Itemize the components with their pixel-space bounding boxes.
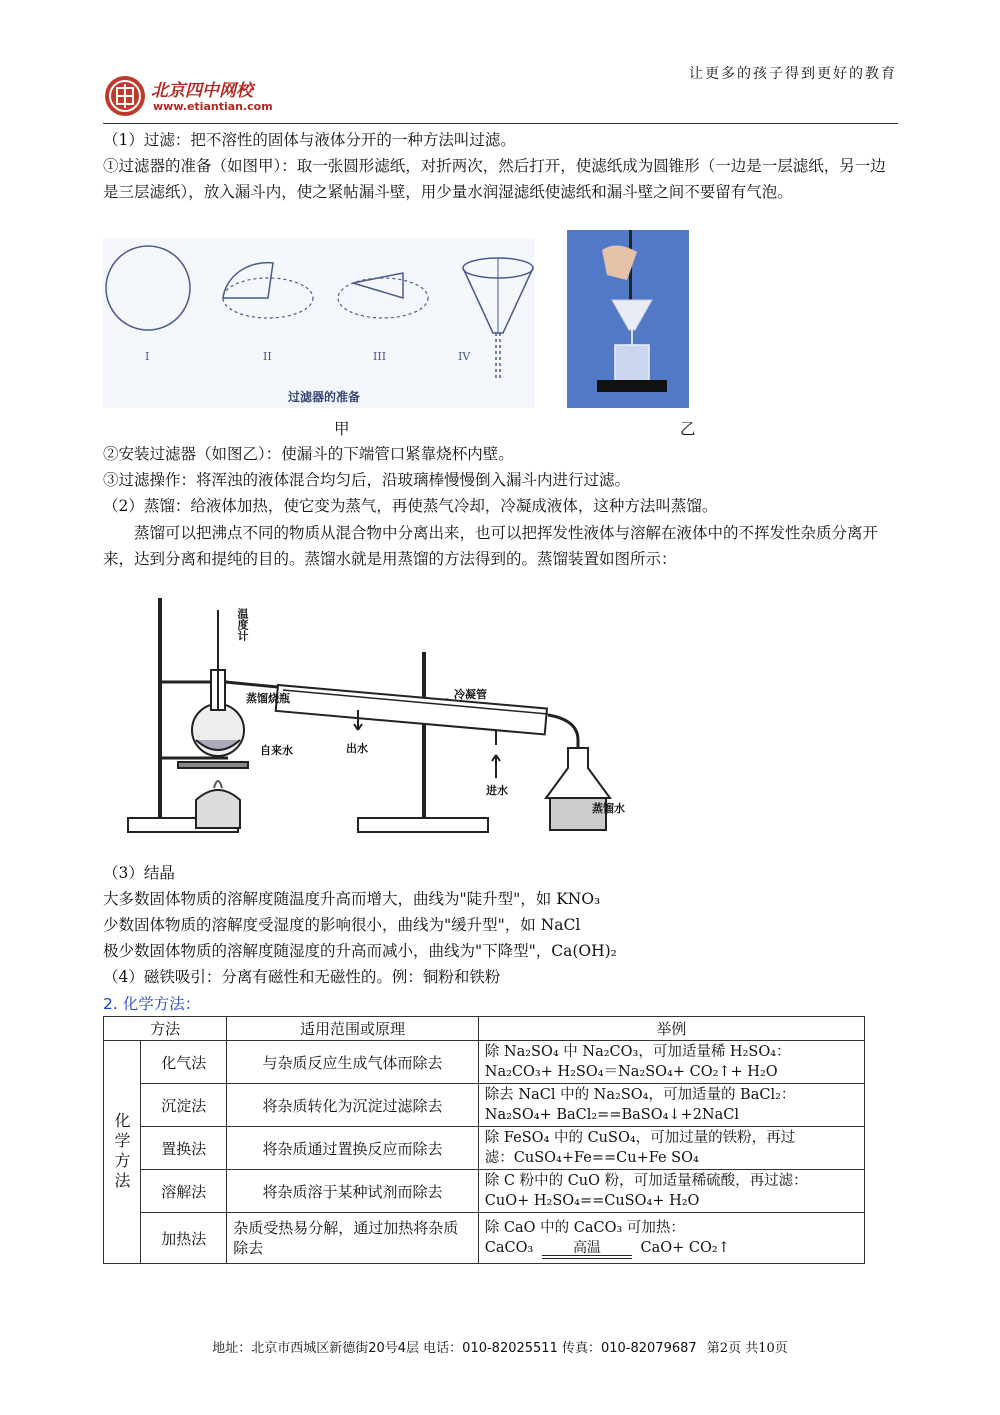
fig-label-4: IV xyxy=(458,350,471,363)
example-cell xyxy=(478,1084,864,1127)
school-logo xyxy=(103,74,283,118)
table-row xyxy=(104,1041,865,1084)
label-water-in: 进水 xyxy=(486,784,508,797)
label-water-out: 出水 xyxy=(346,742,368,755)
label-flask: 蒸馏烧瓶 xyxy=(246,692,290,705)
principle-cell: 与杂质反应生成气体而除去 xyxy=(227,1041,479,1084)
filtration-step3: ③过滤操作：将浑浊的液体混合均匀后，沿玻璃棒慢慢倒入漏斗内进行过滤。 xyxy=(103,471,631,489)
header-principle: 适用范围或原理 xyxy=(227,1017,479,1041)
filtration-title: （1）过滤：把不溶性的固体与液体分开的一种方法叫过滤。 xyxy=(103,131,516,149)
filtration-step1: ①过滤器的准备（如图甲）：取一张圆形滤纸，对折两次，然后打开，使滤纸成为圆锥形（一边是一层滤纸，另一边是三层滤纸），放入漏斗内，使之紧帖漏斗壁，用少量水润湿滤纸使滤纸和漏斗壁之间不要留有气泡。 xyxy=(103,157,886,201)
principle-cell: 将杂质通过置换反应而除去 xyxy=(227,1127,479,1170)
header-example: 举例 xyxy=(478,1017,864,1041)
example-equation xyxy=(485,1238,858,1259)
logo-name: 北京四中网校 xyxy=(151,81,253,101)
example-cell xyxy=(478,1170,864,1213)
example-cell xyxy=(478,1127,864,1170)
header-method: 方法 xyxy=(104,1017,227,1041)
figure-filter-preparation xyxy=(103,238,535,408)
example-line: 除去 NaCl 中的 Na₂SO₄，可加适量的 BaCl₂： xyxy=(484,1087,796,1103)
footer-page: 第2页 共10页 xyxy=(706,1341,788,1356)
example-equation: Na₂SO₄+ BaCl₂==BaSO₄↓+2NaCl xyxy=(484,1107,739,1123)
example-line: 除 FeSO₄ 中的 CuSO₄，可加过量的铁粉，再过 xyxy=(484,1130,796,1146)
table-row xyxy=(104,1213,865,1264)
crystallization-line3: 极少数固体物质的溶解度随湿度的升高而减小，曲线为"下降型"，Ca(OH)₂ xyxy=(103,942,617,960)
principle-cell: 杂质受热易分解，通过加热将杂质除去 xyxy=(227,1213,479,1264)
method-cell: 置换法 xyxy=(141,1127,227,1170)
chemical-heading: 2. 化学方法： xyxy=(103,995,201,1013)
group-label: 化学方法 xyxy=(112,1112,131,1192)
condition-text: 高温 xyxy=(572,1239,601,1256)
label-yi: 乙 xyxy=(680,420,696,438)
footer xyxy=(0,1337,1000,1356)
example-cell xyxy=(478,1041,864,1084)
equation-left: CaCO₃ xyxy=(484,1239,534,1256)
label-jia: 甲 xyxy=(334,420,350,438)
example-cell xyxy=(478,1213,864,1264)
distillation-title: （2）蒸馏：给液体加热，使它变为蒸气，再使蒸气冷却，冷凝成液体，这种方法叫蒸馏。 xyxy=(103,497,718,515)
fig-label-2: II xyxy=(263,350,272,363)
table-row xyxy=(104,1170,865,1213)
example-line: 除 Na₂SO₄ 中 Na₂CO₃，可加适量稀 H₂SO₄： xyxy=(484,1044,791,1060)
logo-url: www.etiantian.com xyxy=(153,100,273,113)
table-header-row xyxy=(104,1017,865,1041)
example-equation: 滤：CuSO₄+Fe==Cu+Fe SO₄ xyxy=(484,1150,699,1166)
crystallization-title: （3）结晶 xyxy=(103,864,175,882)
distillation-apparatus-figure xyxy=(118,590,638,838)
table-row xyxy=(104,1127,865,1170)
filtration-step2: ②安装过滤器（如图乙）：使漏斗的下端管口紧靠烧杯内壁。 xyxy=(103,445,514,463)
label-thermometer: 温度计 xyxy=(236,608,249,641)
example-equation: Na₂CO₃+ H₂SO₄＝Na₂SO₄+ CO₂↑+ H₂O xyxy=(484,1064,778,1080)
method-cell: 加热法 xyxy=(141,1213,227,1264)
fig-label-1: I xyxy=(145,350,150,363)
label-condenser: 冷凝管 xyxy=(454,688,487,701)
label-distilled-water: 蒸馏水 xyxy=(592,802,625,815)
fig-jia-caption: 过滤器的准备 xyxy=(288,390,361,404)
method-cell: 溶解法 xyxy=(141,1170,227,1213)
header-slogan: 让更多的孩子得到更好的教育 xyxy=(689,66,897,82)
fig-label-3: III xyxy=(373,350,387,363)
principle-cell: 将杂质转化为沉淀过滤除去 xyxy=(227,1084,479,1127)
footer-address: 地址：北京市西城区新德街20号4层 电话：010-82025511 传真：010-82079687 xyxy=(212,1341,697,1356)
chemical-methods-table xyxy=(103,1016,865,1264)
example-line: 除 C 粉中的 CuO 粉，可加适量稀硫酸，再过滤： xyxy=(484,1173,808,1189)
figure-filter-photo xyxy=(567,230,689,408)
equation-condition xyxy=(542,1241,632,1259)
equation-right: CaO+ CO₂↑ xyxy=(640,1239,730,1256)
table-row xyxy=(104,1084,865,1127)
example-line: 除 CaO 中的 CaCO₃ 可加热： xyxy=(484,1219,685,1236)
label-tap-water: 自来水 xyxy=(260,744,293,757)
method-cell: 沉淀法 xyxy=(141,1084,227,1127)
group-label-cell xyxy=(104,1041,141,1264)
crystallization-line2: 少数固体物质的溶解度受湿度的影响很小，曲线为"缓升型"，如 NaCl xyxy=(103,916,581,934)
method-cell: 化气法 xyxy=(141,1041,227,1084)
distillation-desc: 蒸馏可以把沸点不同的物质从混合物中分离出来，也可以把挥发性液体与溶解在液体中的不挥发性杂质分离开来，达到分离和提纯的目的。蒸馏水就是用蒸馏的方法得到的。蒸馏装置如图所示： xyxy=(103,524,879,568)
crystallization-line1: 大多数固体物质的溶解度随温度升高而增大，曲线为"陡升型"，如 KNO₃ xyxy=(103,890,601,908)
magnet-title: （4）磁铁吸引：分离有磁性和无磁性的。例：铜粉和铁粉 xyxy=(103,968,501,986)
header-divider xyxy=(103,123,898,124)
principle-cell: 将杂质溶于某种试剂而除去 xyxy=(227,1170,479,1213)
example-equation: CuO+ H₂SO₄==CuSO₄+ H₂O xyxy=(484,1193,700,1209)
